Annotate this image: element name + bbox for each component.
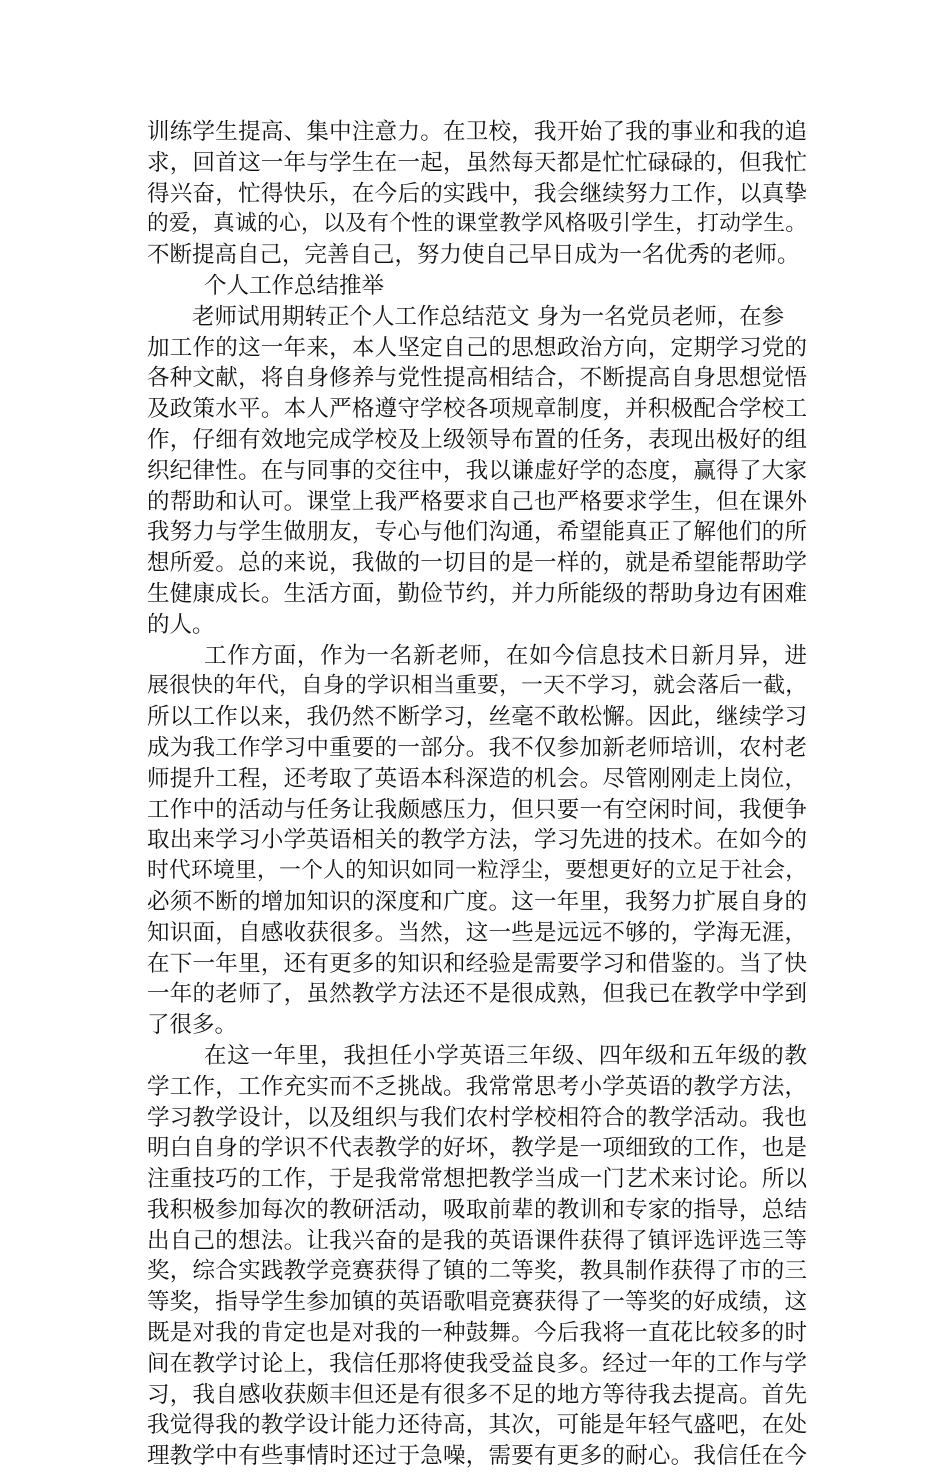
text-line: 不断提高自己，完善自己，努力使自己早日成为一名优秀的老师。 — [147, 242, 800, 269]
text-line: 生健康成长。生活方面，勤俭节约，并力所能级的帮助身边有困难 — [147, 580, 807, 607]
text-line: 想所爱。总的来说，我做的一切目的是一样的，就是希望能帮助学 — [147, 550, 807, 577]
text-line: 训练学生提高、集中注意力。在卫校，我开始了我的事业和我的追 — [147, 119, 807, 145]
text-line: 工作方面，作为一名新老师，在如今信息技术日新月异，进 — [204, 642, 807, 669]
text-line: 学工作，工作充实而不乏挑战。我常常思考小学英语的教学方法， — [147, 1073, 807, 1100]
text-line: 加工作的这一年来，本人坚定自己的思想政治方向，定期学习党的 — [147, 334, 807, 361]
text-line: 时代环境里，一个人的知识如同一粒浮尘，要想更好的立足于社会， — [147, 858, 807, 884]
text-line: 等奖，指导学生参加镇的英语歌唱竞赛获得了一等奖的好成绩，这 — [147, 1289, 807, 1316]
text-line: 在这一年里，我担任小学英语三年级、四年级和五年级的教 — [204, 1042, 807, 1069]
text-line: 展很快的年代，自身的学识相当重要，一天不学习，就会落后一截， — [147, 673, 807, 699]
document-body — [147, 117, 807, 1472]
text-line: 及政策水平。本人严格遵守学校各项规章制度，并积极配合学校工 — [147, 396, 807, 423]
text-line: 我觉得我的教学设计能力还待高，其次，可能是年轻气盛吧，在处 — [147, 1412, 807, 1439]
text-line: 出自己的想法。让我兴奋的是我的英语课件获得了镇评选评选三等 — [147, 1227, 807, 1254]
text-line: 了很多。 — [147, 1012, 238, 1039]
text-line: 必须不断的增加知识的深度和广度。这一年里，我努力扩展自身的 — [147, 888, 807, 915]
text-line: 求，回首这一年与学生在一起，虽然每天都是忙忙碌碌的，但我忙 — [147, 149, 807, 176]
text-line: 老师试用期转正个人工作总结范文 身为一名党员老师，在参 — [192, 303, 785, 330]
text-line: 注重技巧的工作，于是我常常想把教学当成一门艺术来讨论。所以 — [147, 1166, 807, 1193]
text-line: 明白自身的学识不代表教学的好坏，教学是一项细致的工作，也是 — [147, 1135, 807, 1162]
text-line: 我努力与学生做朋友，专心与他们沟通，希望能真正了解他们的所 — [147, 519, 807, 546]
text-line: 得兴奋，忙得快乐，在今后的实践中，我会继续努力工作，以真挚 — [147, 180, 807, 207]
text-line: 所以工作以来，我仍然不断学习，丝毫不敢松懈。因此，继续学习 — [147, 704, 807, 731]
text-line: 师提升工程，还考取了英语本科深造的机会。尽管刚刚走上岗位， — [147, 765, 807, 792]
text-line: 一年的老师了，虽然教学方法还不是很成熟，但我已在教学中学到 — [147, 981, 807, 1008]
text-line: 知识面，自感收获很多。当然，这一些是远远不够的，学海无涯， — [147, 919, 807, 946]
text-line: 既是对我的肯定也是对我的一种鼓舞。今后我将一直花比较多的时 — [147, 1320, 807, 1347]
text-line: 作，仔细有效地完成学校及上级领导布置的任务，表现出极好的组 — [147, 426, 807, 453]
text-line: 工作中的活动与任务让我颇感压力，但只要一有空闲时间，我便争 — [147, 796, 807, 823]
text-line: 的帮助和认可。课堂上我严格要求自己也严格要求学生，但在课外 — [147, 488, 807, 515]
text-line: 间在教学讨论上，我信任那将使我受益良多。经过一年的工作与学 — [147, 1350, 807, 1377]
text-line: 的爱，真诚的心，以及有个性的课堂教学风格吸引学生，打动学生。 — [147, 211, 807, 237]
text-line: 学习教学设计，以及组织与我们农村学校相符合的教学活动。我也 — [147, 1104, 807, 1131]
text-line: 成为我工作学习中重要的一部分。我不仅参加新老师培训，农村老 — [147, 734, 807, 761]
text-line: 的人。 — [147, 611, 215, 638]
text-line: 取出来学习小学英语相关的教学方法，学习先进的技术。在如今的 — [147, 827, 807, 854]
text-line: 我积极参加每次的教研活动，吸取前辈的教训和专家的指导，总结 — [147, 1196, 807, 1223]
text-line: 理教学中有些事情时还过于急噪，需要有更多的耐心。我信任在今 — [147, 1443, 807, 1470]
text-line: 各种文献，将自身修养与党性提高相结合，不断提高自身思想觉悟 — [147, 365, 807, 392]
text-line: 习，我自感收获颇丰但还是有很多不足的地方等待我去提高。首先 — [147, 1381, 807, 1408]
text-line: 织纪律性。在与同事的交往中，我以谦虚好学的态度，赢得了大家 — [147, 457, 807, 484]
text-line: 奖，综合实践教学竞赛获得了镇的二等奖，教具制作获得了市的三 — [147, 1258, 807, 1285]
text-line: 在下一年里，还有更多的知识和经验是需要学习和借鉴的。当了快 — [147, 950, 807, 977]
text-line: 个人工作总结推举 — [204, 272, 385, 299]
